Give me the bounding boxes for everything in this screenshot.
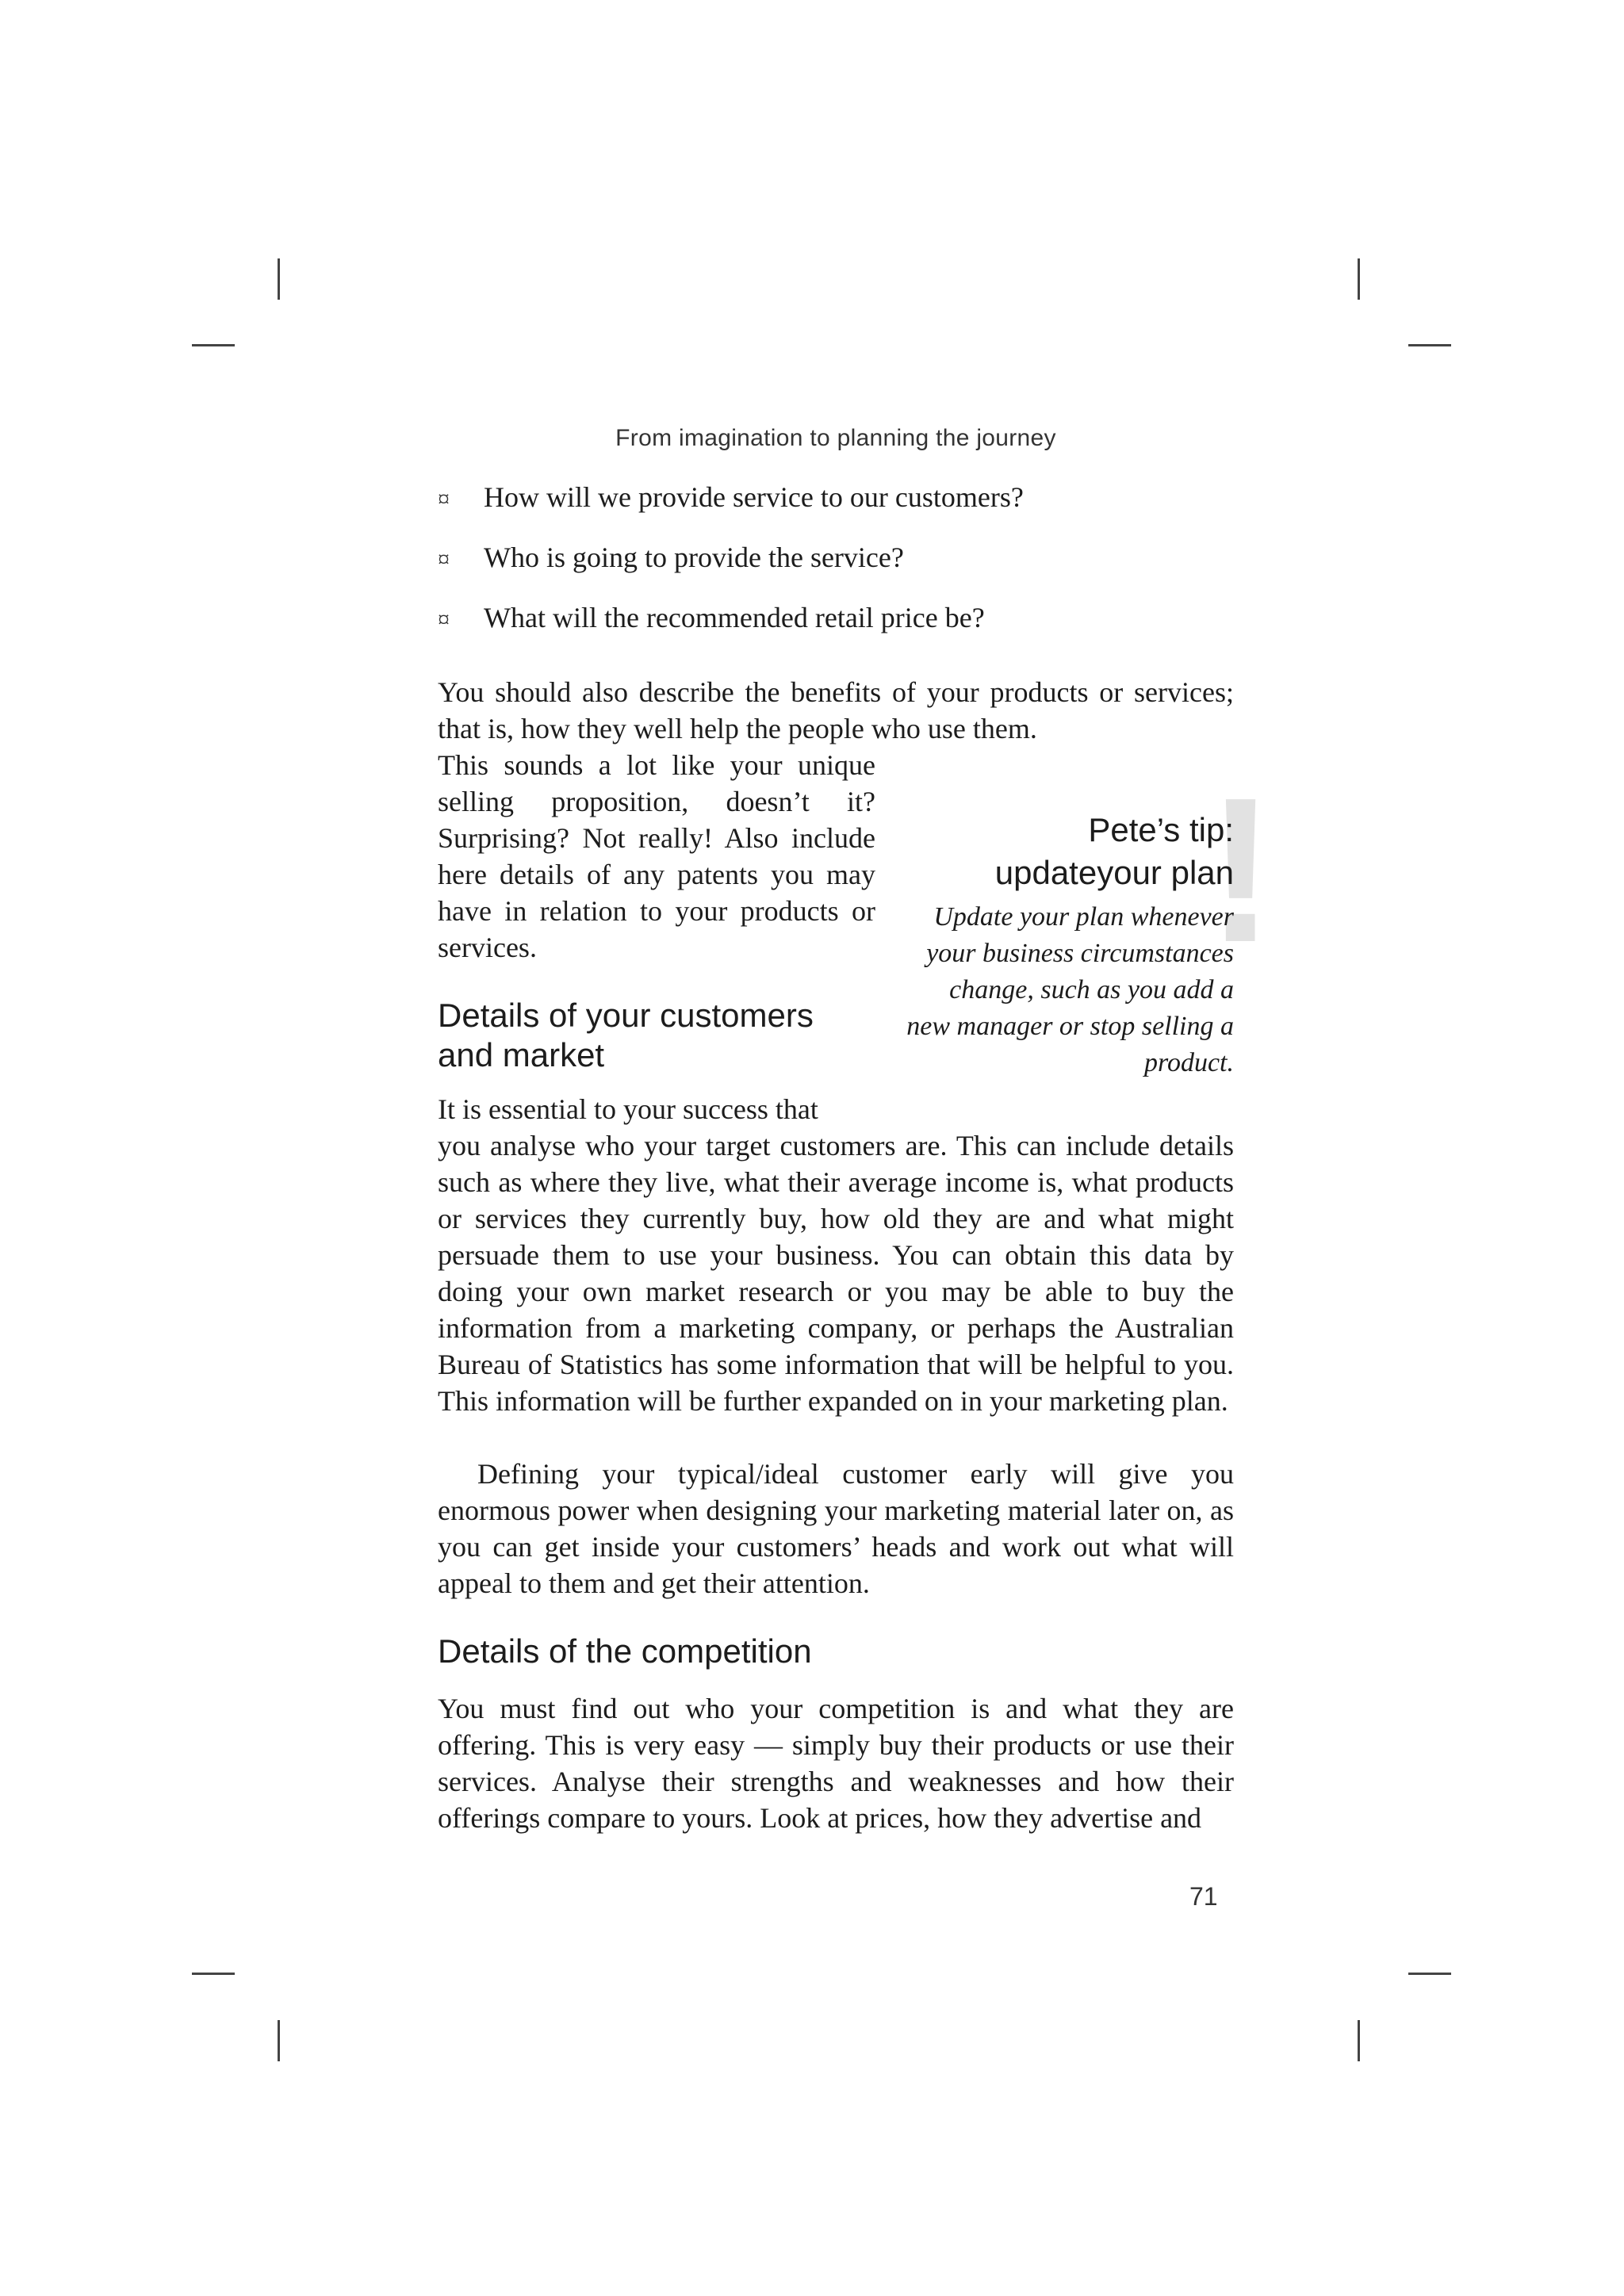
- paragraph-benefits-continued: This sounds a lot like your unique selling proposition, doesn’t it? Surprising? Not really! Also include here details of any patents you may have in relation to your products or services.: [438, 749, 875, 963]
- heading-customers: Details of your customers and market: [438, 997, 814, 1073]
- bullet-icon: ¤: [438, 607, 450, 633]
- bullet-icon: ¤: [438, 486, 450, 512]
- crop-mark-top-left-horizontal: [192, 344, 235, 346]
- crop-mark-top-right-horizontal: [1408, 344, 1451, 346]
- tip-title-line1: Pete’s tip:: [1088, 811, 1234, 848]
- heading-competition: Details of the competition: [438, 1632, 812, 1670]
- paragraph-customers-intro: It is essential to your success that: [438, 1093, 818, 1125]
- list-item-text: What will the recommended retail price be?: [484, 602, 985, 633]
- crop-mark-top-right-vertical: [1358, 258, 1360, 300]
- paragraph-benefits: You should also describe the benefits of your products or services; that is, how they well help the people who use them.: [438, 676, 1234, 744]
- list-item: [438, 480, 1231, 541]
- list-item: [438, 541, 1231, 601]
- crop-mark-bottom-right-horizontal: [1408, 1973, 1451, 1975]
- crop-mark-top-left-vertical: [278, 258, 280, 300]
- crop-mark-bottom-left-vertical: [278, 2020, 280, 2061]
- paragraph-competition: You must find out who your competition is and what they are offering. This is very easy — simply buy their products or use their services. Analyse their strengths and weaknesses and how their offerings compare to yours. Look at prices, how they advertise and: [438, 1693, 1234, 1834]
- tip-body: Update your plan whenever your business circumstances change, such as you add a new manager or stop selling a product.: [906, 902, 1234, 1077]
- paragraph-customers: you analyse who your target customers are. This can include details such as where they live, what their average income is, what products or services they currently buy, how old they are and what might persuade them to use your business. You can obtain this data by doing your own market research or you may be able to buy the information from a marketing company, or perhaps the Australian Bureau of Statistics has some information that will be helpful to you. This information will be further expanded on in your marketing plan.: [438, 1130, 1234, 1417]
- tip-title-line2: updateyour plan: [994, 854, 1234, 891]
- list-item-text: Who is going to provide the service?: [484, 541, 904, 573]
- tip-title: [904, 809, 1234, 894]
- exclamation-icon: !: [1206, 756, 1275, 985]
- page-number: 71: [1189, 1882, 1218, 1911]
- bullet-icon: ¤: [438, 546, 450, 572]
- question-list: [438, 480, 1231, 661]
- crop-mark-bottom-right-vertical: [1358, 2020, 1360, 2061]
- tip-box: [904, 756, 1275, 1081]
- paragraph-defining: Defining your typical/ideal customer early will give you enormous power when designing your marketing material later on, as you can get inside your customers’ heads and work out what will appeal to them and get their attention.: [438, 1458, 1234, 1599]
- crop-mark-bottom-left-horizontal: [192, 1973, 235, 1975]
- list-item-text: How will we provide service to our customers?: [484, 481, 1024, 513]
- running-head: From imagination to planning the journey: [615, 425, 1056, 451]
- list-item: [438, 601, 1231, 661]
